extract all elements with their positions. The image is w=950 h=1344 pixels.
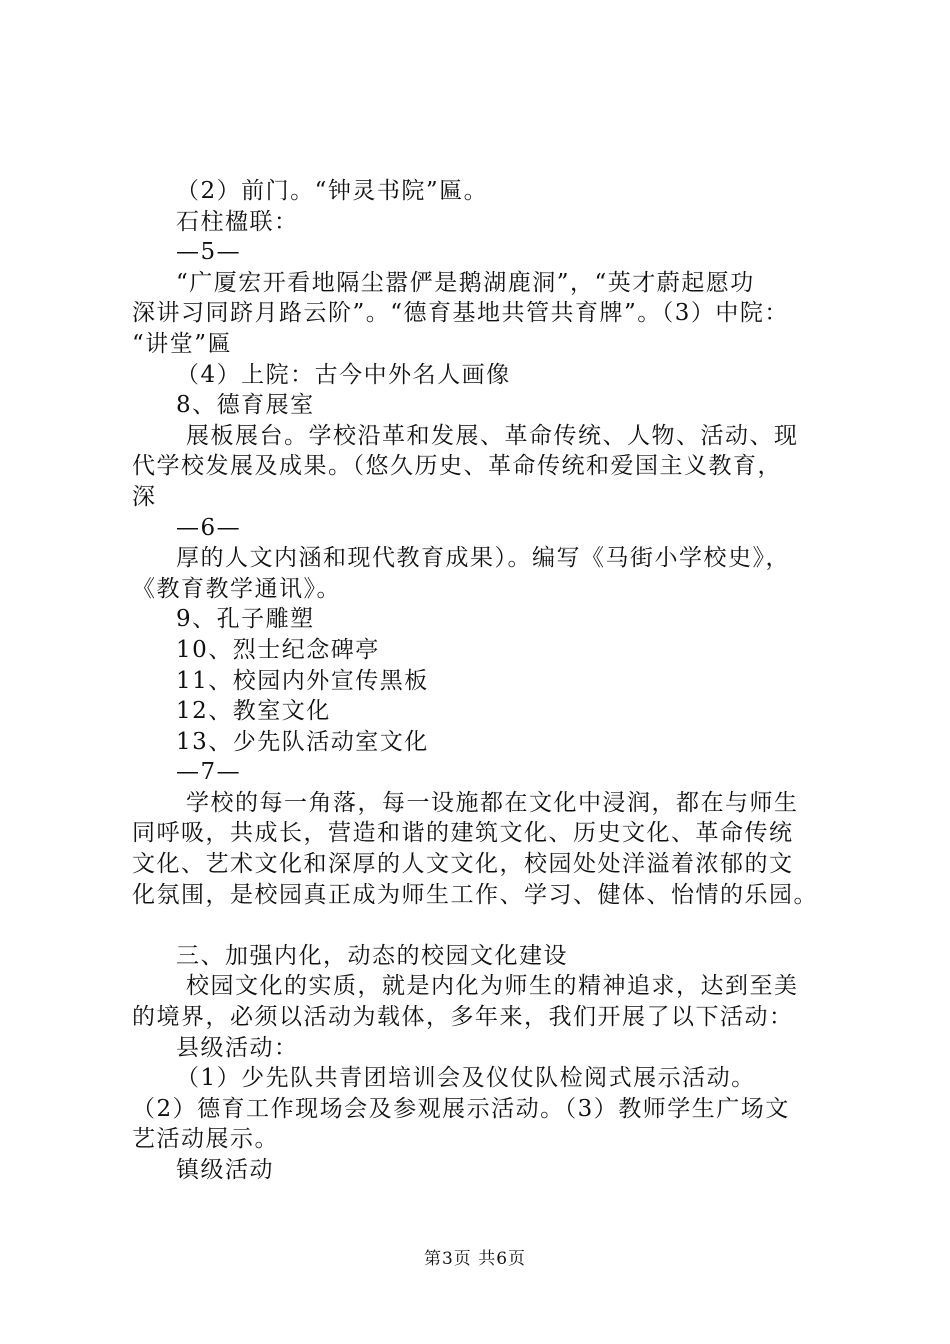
text-line: 厚的人文内涵和现代教育成果）。编写《马街小学校史》， (176, 545, 790, 572)
list-item: 12、教室文化 (176, 698, 331, 725)
text-line: 县级活动： (176, 1034, 299, 1061)
page-marker: —6— (176, 514, 242, 541)
text-line: 深 (132, 483, 157, 510)
list-item: 10、烈士纪念碑亭 (176, 636, 380, 663)
list-item: 11、校园内外宣传黑板 (176, 667, 429, 694)
text-line: 《教育教学通讯》。 (132, 575, 341, 602)
list-item: （1）少先队共青团培训会及仪仗队检阅式展示活动。 (176, 1065, 756, 1092)
list-item: 13、少先队活动室文化 (176, 728, 429, 755)
text-line: 同呼吸，共成长，营造和谐的建筑文化、历史文化、革命传统 (132, 820, 794, 847)
page-footer: 第3页 共6页 (423, 1249, 527, 1269)
text-line: （2）前门。“钟灵书院”匾。 (176, 178, 489, 204)
text-line: 艺活动展示。 (132, 1126, 279, 1153)
text-line: 镇级活动 (176, 1157, 274, 1183)
text-line: （4）上院：古今中外名人画像 (176, 361, 511, 388)
text-line: （2）德育工作现场会及参观展示活动。（3）教师学生广场文 (132, 1095, 790, 1122)
list-item: 9、孔子雕塑 (176, 606, 315, 633)
section-heading: 8、德育展室 (176, 392, 315, 419)
text-line: 学校的每一角落，每一设施都在文化中浸润，都在与师生 (186, 789, 799, 816)
section-heading: 三、加强内化，动态的校园文化建设 (176, 942, 568, 969)
text-line: 的境界，必须以活动为载体，多年来，我们开展了以下活动： (132, 1004, 794, 1031)
text-line: “讲堂”匾 (132, 330, 233, 357)
text-line: 校园文化的实质，就是内化为师生的精神追求，达到至美 (186, 973, 799, 1000)
text-line: 深讲习同跻月路云阶”。“德育基地共管共育牌”。（3）中院： (132, 300, 789, 327)
page-marker: —5— (176, 239, 242, 266)
text-line: 化氛围，是校园真正成为师生工作、学习、健体、怡情的乐园。 (132, 881, 818, 908)
text-line: 石柱楹联： (176, 208, 299, 235)
text-line: 文化、艺术文化和深厚的人文文化，校园处处洋溢着浓郁的文 (132, 851, 794, 878)
blank-line (132, 910, 848, 941)
document-body (132, 176, 848, 1186)
text-line: “广厦宏开看地隔尘嚣俨是鹅湖鹿洞”，“英才蔚起愿功 (176, 269, 755, 296)
page-marker: —7— (176, 759, 242, 786)
text-line: 展板展台。学校沿革和发展、革命传统、人物、活动、现 (186, 422, 799, 449)
text-line: 代学校发展及成果。（悠久历史、革命传统和爱国主义教育， (132, 453, 782, 480)
